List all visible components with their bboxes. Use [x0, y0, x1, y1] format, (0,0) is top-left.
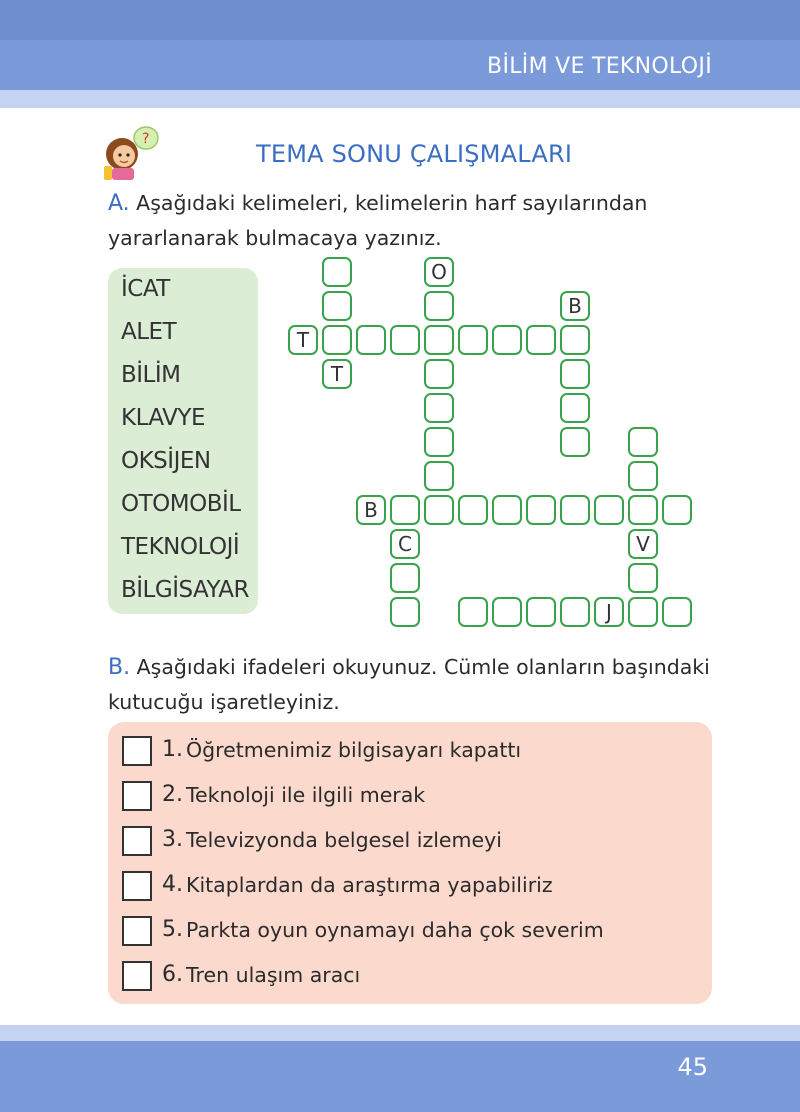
crossword-cell[interactable]	[662, 597, 692, 627]
crossword-cell[interactable]	[594, 495, 624, 525]
crossword-cell[interactable]: C	[390, 529, 420, 559]
crossword-cell[interactable]	[560, 597, 590, 627]
thinking-child-icon	[96, 124, 162, 182]
sentence-checkbox[interactable]	[122, 781, 152, 811]
sentence-text: Tren ulaşım aracı	[186, 963, 361, 987]
sentence-number: 2.	[162, 782, 183, 807]
crossword-cell[interactable]: B	[356, 495, 386, 525]
crossword-cell[interactable]: T	[288, 325, 318, 355]
crossword-cell[interactable]	[322, 325, 352, 355]
sentence-checkbox[interactable]	[122, 916, 152, 946]
unit-title: BİLİM VE TEKNOLOJİ	[487, 54, 712, 79]
footer-stripe	[0, 1025, 800, 1041]
sentence-text: Kitaplardan da araştırma yapabiliriz	[186, 873, 553, 897]
crossword-cell[interactable]	[424, 291, 454, 321]
instruction-text: Aşağıdaki ifadeleri okuyunuz. Cümle olanların başındaki kutucuğu işaretleyiniz.	[108, 655, 710, 714]
crossword-cell[interactable]	[390, 563, 420, 593]
crossword-cell[interactable]: B	[560, 291, 590, 321]
crossword-cell[interactable]: T	[322, 359, 352, 389]
instruction-marker: B.	[108, 655, 131, 680]
sentence-number: 3.	[162, 827, 183, 852]
crossword-cell[interactable]	[424, 461, 454, 491]
word-item: BİLİM	[121, 362, 181, 388]
sentence-number: 5.	[162, 917, 183, 942]
instruction-a	[108, 186, 728, 255]
sentence-checkbox[interactable]	[122, 826, 152, 856]
sentence-checkbox[interactable]	[122, 736, 152, 766]
crossword-cell[interactable]	[560, 359, 590, 389]
crossword-cell[interactable]	[492, 597, 522, 627]
crossword-cell[interactable]	[424, 359, 454, 389]
crossword-cell[interactable]	[662, 495, 692, 525]
sentence-text: Parkta oyun oynamayı daha çok severim	[186, 918, 604, 942]
word-item: TEKNOLOJİ	[121, 534, 240, 560]
page-header	[0, 0, 800, 110]
crossword-cell[interactable]	[458, 597, 488, 627]
crossword-cell[interactable]	[526, 325, 556, 355]
header-stripe	[0, 90, 800, 108]
instruction-b	[108, 650, 728, 719]
crossword-cell[interactable]	[492, 495, 522, 525]
svg-text:?: ?	[142, 131, 150, 147]
crossword-cell[interactable]	[492, 325, 522, 355]
crossword-cell[interactable]: O	[424, 257, 454, 287]
section-title: TEMA SONU ÇALIŞMALARI	[256, 140, 573, 168]
word-item: OKSİJEN	[121, 448, 211, 474]
sentence-text: Televizyonda belgesel izlemeyi	[186, 828, 502, 852]
crossword-cell[interactable]	[628, 597, 658, 627]
sentence-number: 6.	[162, 962, 183, 987]
word-item: OTOMOBİL	[121, 491, 241, 517]
sentence-checkbox[interactable]	[122, 961, 152, 991]
sentence-number: 1.	[162, 737, 183, 762]
crossword-cell[interactable]	[424, 325, 454, 355]
word-item: KLAVYE	[121, 405, 206, 431]
crossword-cell[interactable]	[356, 325, 386, 355]
word-item: ALET	[121, 319, 177, 345]
sentence-number: 4.	[162, 872, 183, 897]
crossword-cell[interactable]	[322, 291, 352, 321]
sentence-text: Öğretmenimiz bilgisayarı kapattı	[186, 738, 522, 762]
crossword-cell[interactable]: J	[594, 597, 624, 627]
crossword-cell[interactable]	[322, 257, 352, 287]
crossword-cell[interactable]: V	[628, 529, 658, 559]
word-item: İCAT	[121, 276, 170, 302]
sentence-panel	[108, 722, 712, 1004]
crossword-cell[interactable]	[458, 495, 488, 525]
crossword-cell[interactable]	[390, 325, 420, 355]
crossword-cell[interactable]	[424, 495, 454, 525]
crossword-cell[interactable]	[424, 427, 454, 457]
word-item: BİLGİSAYAR	[121, 577, 249, 603]
header-stripe	[0, 0, 800, 40]
crossword-cell[interactable]	[560, 427, 590, 457]
crossword-cell[interactable]	[458, 325, 488, 355]
sentence-checkbox[interactable]	[122, 871, 152, 901]
instruction-marker: A.	[108, 191, 130, 216]
sentence-text: Teknoloji ile ilgili merak	[186, 783, 426, 807]
crossword-cell[interactable]	[628, 427, 658, 457]
crossword-cell[interactable]	[560, 393, 590, 423]
instruction-text: Aşağıdaki kelimeleri, kelimelerin harf sayılarından yararlanarak bulmacaya yazınız.	[108, 191, 648, 250]
crossword-cell[interactable]	[628, 495, 658, 525]
crossword-cell[interactable]	[526, 495, 556, 525]
crossword-cell[interactable]	[390, 495, 420, 525]
crossword-cell[interactable]	[628, 563, 658, 593]
crossword-cell[interactable]	[526, 597, 556, 627]
crossword-cell[interactable]	[560, 495, 590, 525]
crossword-cell[interactable]	[390, 597, 420, 627]
crossword-cell[interactable]	[628, 461, 658, 491]
page-number: 45	[677, 1053, 708, 1081]
crossword-cell[interactable]	[424, 393, 454, 423]
crossword-cell[interactable]	[560, 325, 590, 355]
